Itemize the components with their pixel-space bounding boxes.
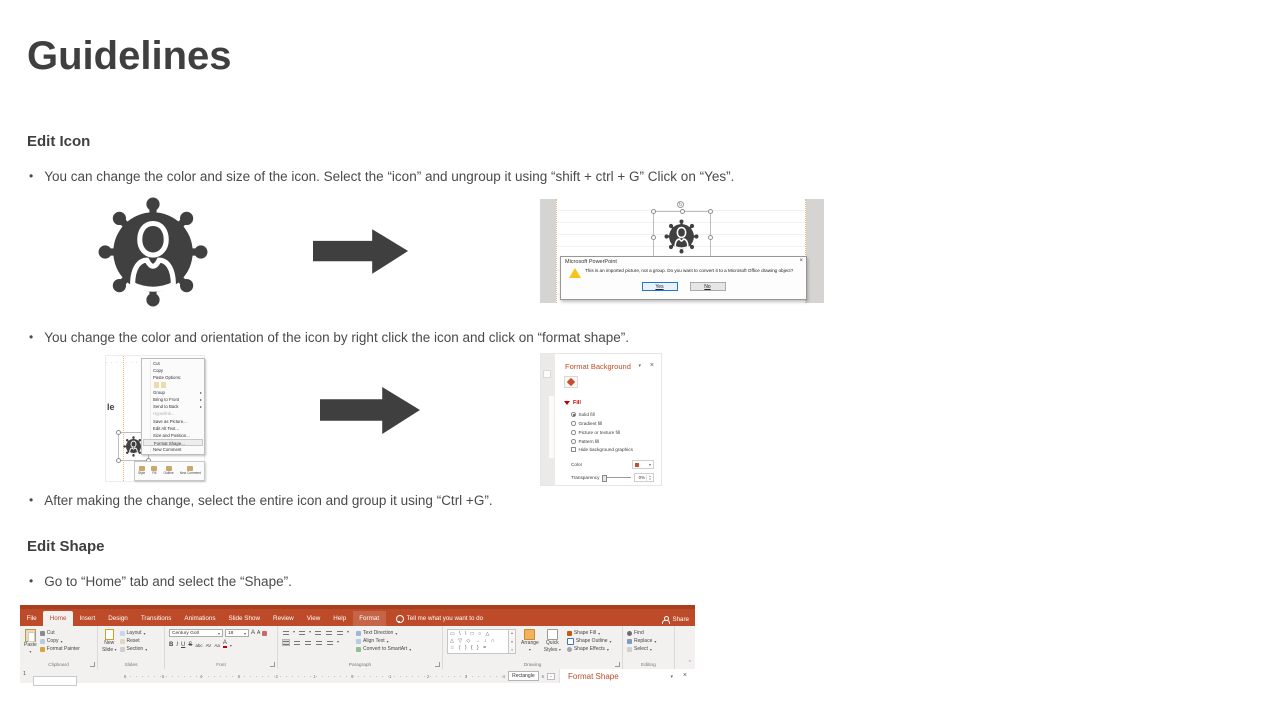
transparency-slider[interactable] <box>602 477 631 478</box>
collapse-ribbon-icon[interactable]: ⌃ <box>687 660 692 666</box>
smartart-icon <box>356 647 361 652</box>
chevron-down-icon: ▾ <box>648 462 651 467</box>
align-center-button[interactable] <box>293 639 301 646</box>
change-case-button[interactable]: Aa <box>214 643 220 648</box>
close-icon[interactable]: × <box>649 362 654 369</box>
ribbon-lower-strip <box>20 669 695 683</box>
text-shadow-button[interactable]: abc <box>195 643 203 648</box>
mini-toolbar-button[interactable] <box>138 466 145 475</box>
select-button[interactable]: Select ▾ <box>627 645 671 653</box>
ribbon-tab[interactable]: Help <box>333 615 347 622</box>
drawing-group <box>443 626 623 669</box>
slider-handle[interactable] <box>602 475 607 482</box>
shape-row: △ ▽ ◇ → ↓ ∩ <box>450 638 497 644</box>
copy-button[interactable]: Copy ▾ <box>40 637 80 645</box>
editing-group <box>623 626 675 669</box>
underline-button[interactable]: U <box>181 642 186 648</box>
slides-group <box>98 626 165 669</box>
resize-handle[interactable] <box>116 430 121 435</box>
shape-effects-icon <box>567 647 572 652</box>
share-label: Share <box>672 616 689 623</box>
scrollbar-button[interactable] <box>543 370 551 378</box>
ruler-number: 4 <box>199 673 203 679</box>
person-virus-icon <box>664 219 699 254</box>
font-name-combo[interactable]: Century Gotl ▾ <box>169 629 223 637</box>
new-slide-button[interactable]: New Slide ▾ <box>102 629 117 653</box>
group-label: Slides <box>124 663 138 668</box>
smart-guide <box>556 199 557 303</box>
resize-handle[interactable] <box>651 235 656 240</box>
close-icon[interactable]: × <box>799 258 803 264</box>
bold-button[interactable]: B <box>169 642 174 648</box>
screenshot-format-background <box>540 353 662 486</box>
slide-edge-left <box>540 199 556 303</box>
layout-icon <box>120 631 125 636</box>
slide-thumbnail-rail <box>20 669 120 683</box>
slide-edge-right <box>806 199 824 303</box>
bullet-home-tab <box>29 574 292 591</box>
mini-toolbar-button[interactable] <box>151 466 157 475</box>
gallery-scrollbar[interactable]: ▴ ▾ ≡ <box>509 629 516 654</box>
shape-row: ▭ \ \ □ ○ △ <box>450 631 491 637</box>
align-left-button[interactable] <box>282 639 290 646</box>
context-menu-item[interactable]: Save as Picture... <box>153 418 187 424</box>
paragraph-group: ▾ ▾ ▾ ▾ Text Direction ▾ Align Text ▾ Convert to SmartArt ▾ Paragraph <box>278 626 443 669</box>
paste-button[interactable] <box>24 629 37 654</box>
arrange-button[interactable]: Arrange ▾ <box>521 629 539 654</box>
lightbulb-icon <box>396 615 404 623</box>
quick-styles-icon <box>547 629 558 640</box>
chevron-down-icon[interactable]: ▾ <box>670 674 673 680</box>
section-button[interactable]: Section ▾ <box>120 645 148 653</box>
person-virus-icon <box>97 196 209 308</box>
bullet-text: • You change the color and orientation of the icon by right click the icon and click on “format shape”. <box>44 330 630 345</box>
ruler-number: 2 <box>426 673 430 679</box>
dialog-launcher-icon[interactable] <box>615 662 620 667</box>
horizontal-ruler <box>120 669 559 683</box>
fill-option[interactable] <box>571 437 620 446</box>
shape-outline-icon <box>567 638 574 645</box>
resize-handle[interactable] <box>680 209 685 214</box>
context-menu-item[interactable]: Copy <box>153 368 164 374</box>
context-menu-item[interactable]: Group ▸ <box>142 389 204 396</box>
resize-handle[interactable] <box>116 458 121 463</box>
shape-name-label: Rectangle <box>508 671 539 681</box>
convert-smartart-button[interactable]: Convert to SmartArt ▾ <box>356 645 411 653</box>
context-menu-item[interactable]: Bring to Front ▸ <box>142 396 204 403</box>
transparency-value: 0% <box>638 475 645 480</box>
fill-bucket-icon <box>567 378 575 386</box>
shrink-font-button[interactable]: A <box>257 630 261 636</box>
context-menu <box>141 358 205 455</box>
strikethrough-button[interactable]: S <box>188 642 193 648</box>
slide-number: 1 <box>23 671 27 677</box>
fill-section-header[interactable] <box>564 400 581 406</box>
ruler-number: 4 <box>502 673 505 679</box>
reset-button[interactable]: Reset <box>120 637 148 645</box>
hide-background-checkbox[interactable] <box>571 447 633 452</box>
font-size-combo[interactable]: 18 ▾ <box>225 629 249 637</box>
align-text-icon <box>356 639 361 644</box>
dialog-launcher-icon[interactable] <box>90 662 95 667</box>
context-menu-item[interactable]: Send to Back ▸ <box>142 403 204 410</box>
screenshot-context-menu <box>105 355 205 482</box>
tell-me-label: Tell me what you want to do <box>406 615 484 622</box>
color-picker-button[interactable] <box>632 460 654 469</box>
ruler-number: 3 <box>464 673 468 679</box>
pane-title: Format Shape <box>568 672 619 681</box>
ribbon-tab[interactable]: Format <box>353 611 386 626</box>
collapse-button[interactable]: − <box>547 673 555 680</box>
color-bucket-icon <box>635 463 639 467</box>
format-shape-pane-fragment <box>559 669 695 683</box>
context-menu-item[interactable]: Size and Position... <box>153 432 190 438</box>
dialog-launcher-icon[interactable] <box>435 662 440 667</box>
fill-option[interactable] <box>571 410 620 419</box>
bullet-change-orientation <box>29 330 629 347</box>
text-direction-icon <box>356 631 361 636</box>
replace-button[interactable]: Replace ▾ <box>627 637 671 645</box>
ribbon-tab[interactable]: File <box>26 615 37 622</box>
context-menu-item[interactable]: Edit Alt Text... <box>153 425 179 431</box>
radio-icon[interactable] <box>571 412 576 417</box>
ruler-number: 6 <box>541 673 544 679</box>
fill-option-label: Pattern fill <box>578 439 600 444</box>
bullet-change-color-size <box>29 169 734 186</box>
close-icon[interactable]: × <box>682 672 687 679</box>
mini-toolbar-label: Outline <box>163 471 174 476</box>
resize-handle[interactable] <box>708 235 713 240</box>
context-menu-item[interactable]: Paste Options: <box>153 375 182 381</box>
dialog-launcher-icon[interactable] <box>270 662 275 667</box>
radio-icon[interactable] <box>571 421 576 426</box>
italic-button[interactable]: I <box>176 642 179 648</box>
bullets-button[interactable] <box>282 629 290 636</box>
columns-button[interactable] <box>326 639 334 646</box>
mini-toolbar-button[interactable] <box>180 466 201 475</box>
ribbon-tab[interactable]: Home <box>43 611 73 626</box>
mini-toolbar <box>134 461 205 481</box>
shape-gallery[interactable] <box>447 629 509 654</box>
paste-icon <box>25 629 36 642</box>
decrease-indent-button[interactable] <box>314 629 322 636</box>
yes-button[interactable]: Yes <box>642 282 678 291</box>
paintbrush-icon <box>40 647 45 652</box>
chevron-down-icon: ▾ <box>29 648 32 654</box>
arrange-icon <box>524 629 535 640</box>
bullet-text: • After making the change, select the entire icon and group it using “Ctrl +G”. <box>44 493 493 508</box>
share-button[interactable] <box>662 616 689 623</box>
spinner-arrows-icon[interactable]: ▴ ▾ <box>646 475 653 481</box>
pane-title: Format Background <box>565 362 631 371</box>
cropped-slide-text: le <box>107 402 115 412</box>
shape-fill-icon <box>567 631 572 636</box>
ribbon-tab[interactable]: Transitions <box>140 615 172 622</box>
fill-option-label: Picture or texture fill <box>578 430 620 435</box>
dialog-message: This is an imported picture, not a group. Do you want to convert it to a Microsoft Office drawing object? <box>585 268 794 273</box>
fill-heading: Fill <box>573 400 581 406</box>
right-arrow-icon <box>313 227 410 276</box>
ribbon-tab[interactable]: Design <box>108 615 128 622</box>
ribbon-tab[interactable]: Insert <box>79 615 96 622</box>
increase-indent-button[interactable] <box>325 629 333 636</box>
fill-bucket-button[interactable] <box>564 376 578 388</box>
section-icon <box>120 647 125 652</box>
screenshot-ribbon <box>20 605 695 683</box>
group-label: Paragraph <box>348 663 372 668</box>
scrollbar-rail <box>541 354 555 485</box>
find-button[interactable]: Find <box>627 629 671 637</box>
copy-icon <box>40 639 45 644</box>
mini-toolbar-label: New Comment <box>179 471 201 476</box>
find-icon <box>627 631 632 636</box>
paste-label: Paste <box>24 642 37 648</box>
group-label: Clipboard <box>48 663 69 668</box>
checkbox-label: Hide background graphics <box>578 447 633 452</box>
transparency-spinner[interactable] <box>634 473 654 482</box>
screenshot-ungroup-dialog <box>540 199 824 303</box>
mini-toolbar-button[interactable] <box>164 466 174 475</box>
scrollbar-track[interactable] <box>549 396 554 458</box>
chevron-down-icon[interactable]: ▾ <box>638 363 641 369</box>
align-text-button[interactable]: Align Text ▾ <box>356 637 411 645</box>
ribbon-tab-bar <box>20 605 695 626</box>
cut-button[interactable]: Cut <box>40 629 80 637</box>
ruler-number: 1 <box>389 673 392 679</box>
group-label: Font <box>216 663 226 668</box>
ribbon-tab[interactable]: Review <box>273 615 294 622</box>
fill-options <box>571 410 620 446</box>
ruler-number: 2 <box>275 673 278 679</box>
radio-icon[interactable] <box>571 430 576 435</box>
ruler-number: 0 <box>351 673 354 679</box>
no-button[interactable]: No <box>690 282 726 291</box>
color-label: Color <box>571 462 583 467</box>
context-menu-item[interactable] <box>142 382 204 389</box>
font-color-button[interactable]: A <box>222 640 227 646</box>
ruler-number: 1 <box>313 673 316 679</box>
bullet-text: • Go to “Home” tab and select the “Shape”. <box>44 574 292 589</box>
fill-option-label: Solid fill <box>578 412 595 417</box>
group-label: Editing <box>641 663 656 668</box>
fill-option[interactable] <box>571 428 620 437</box>
clear-formatting-icon[interactable] <box>262 631 267 636</box>
shape-effects-button[interactable]: Shape Effects ▾ <box>567 645 612 653</box>
fill-option[interactable] <box>571 419 620 428</box>
ribbon-right-rail <box>675 626 695 669</box>
shape-outline-button[interactable]: Shape Outline ▾ <box>567 637 612 645</box>
numbering-button[interactable] <box>298 629 306 636</box>
context-menu-item[interactable]: Cut <box>153 361 160 366</box>
tell-me-box[interactable] <box>396 611 483 626</box>
ribbon-body <box>20 626 695 669</box>
ribbon-tab[interactable]: View <box>306 615 321 622</box>
character-spacing-button[interactable]: AV <box>205 643 212 648</box>
ribbon-tab[interactable]: Slide Show <box>228 615 261 622</box>
checkbox-icon[interactable] <box>571 447 576 452</box>
bullet-text: • You can change the color and size of the icon. Select the “icon” and ungroup it using “shift + ctrl + G” Click on “Yes”. <box>44 169 735 184</box>
ribbon-tab[interactable]: Animations <box>184 615 216 622</box>
ruler-number: 3 <box>237 673 240 679</box>
dialog-title: Microsoft PowerPoint <box>565 259 617 265</box>
fill-option-label: Gradient fill <box>578 421 603 426</box>
mini-toolbar-label: Style <box>138 471 146 476</box>
text-direction-button[interactable]: Text Direction ▾ <box>356 629 411 637</box>
group-label: Drawing <box>523 663 542 668</box>
grow-font-button[interactable]: A <box>251 630 256 636</box>
resize-handle[interactable] <box>708 209 713 214</box>
section-heading-edit-icon: Edit Icon <box>27 133 91 150</box>
shape-fill-button[interactable]: Shape Fill ▾ <box>567 629 612 637</box>
bullet-group-again <box>29 493 493 510</box>
line-spacing-button[interactable] <box>336 629 344 636</box>
new-slide-icon <box>105 629 114 640</box>
reset-icon <box>120 639 125 644</box>
scissors-icon <box>40 631 45 636</box>
mini-toolbar-label: Fill <box>152 471 157 476</box>
section-heading-edit-shape: Edit Shape <box>27 538 105 555</box>
person-icon <box>662 616 669 623</box>
slide-thumbnail[interactable] <box>33 676 77 686</box>
context-menu-item[interactable]: New Comment <box>153 447 182 453</box>
select-icon <box>627 647 632 652</box>
layout-button[interactable]: Layout ▾ <box>120 629 148 637</box>
collapse-triangle-icon <box>564 401 570 405</box>
clipboard-group <box>20 626 98 669</box>
context-menu-item[interactable]: Format Shape... <box>143 439 203 446</box>
replace-icon <box>627 639 632 644</box>
shape-row: ☆ ( ) { } = <box>450 645 488 651</box>
justify-button[interactable] <box>315 639 323 646</box>
page-title: Guidelines <box>27 34 232 78</box>
context-menu-item[interactable]: Hyperlink... <box>153 411 175 417</box>
powerpoint-dialog <box>560 256 807 300</box>
resize-handle[interactable] <box>651 209 656 214</box>
format-painter-button[interactable]: Format Painter <box>40 645 80 653</box>
warning-icon <box>569 268 581 278</box>
right-arrow-icon <box>318 385 424 436</box>
smart-guide <box>123 356 124 481</box>
font-group: Century Gotl ▾ 18 ▾ A A B I U S abc AV Aa A ▾ Font <box>165 626 278 669</box>
quick-styles-button[interactable]: Quick Styles ▾ <box>544 629 561 654</box>
ruler-number: 5 <box>161 673 165 679</box>
radio-icon[interactable] <box>571 439 576 444</box>
transparency-label: Transparency <box>571 475 600 480</box>
rotate-handle[interactable]: ↻ <box>678 202 683 208</box>
align-right-button[interactable] <box>304 639 312 646</box>
ruler-number: 6 <box>124 673 127 679</box>
